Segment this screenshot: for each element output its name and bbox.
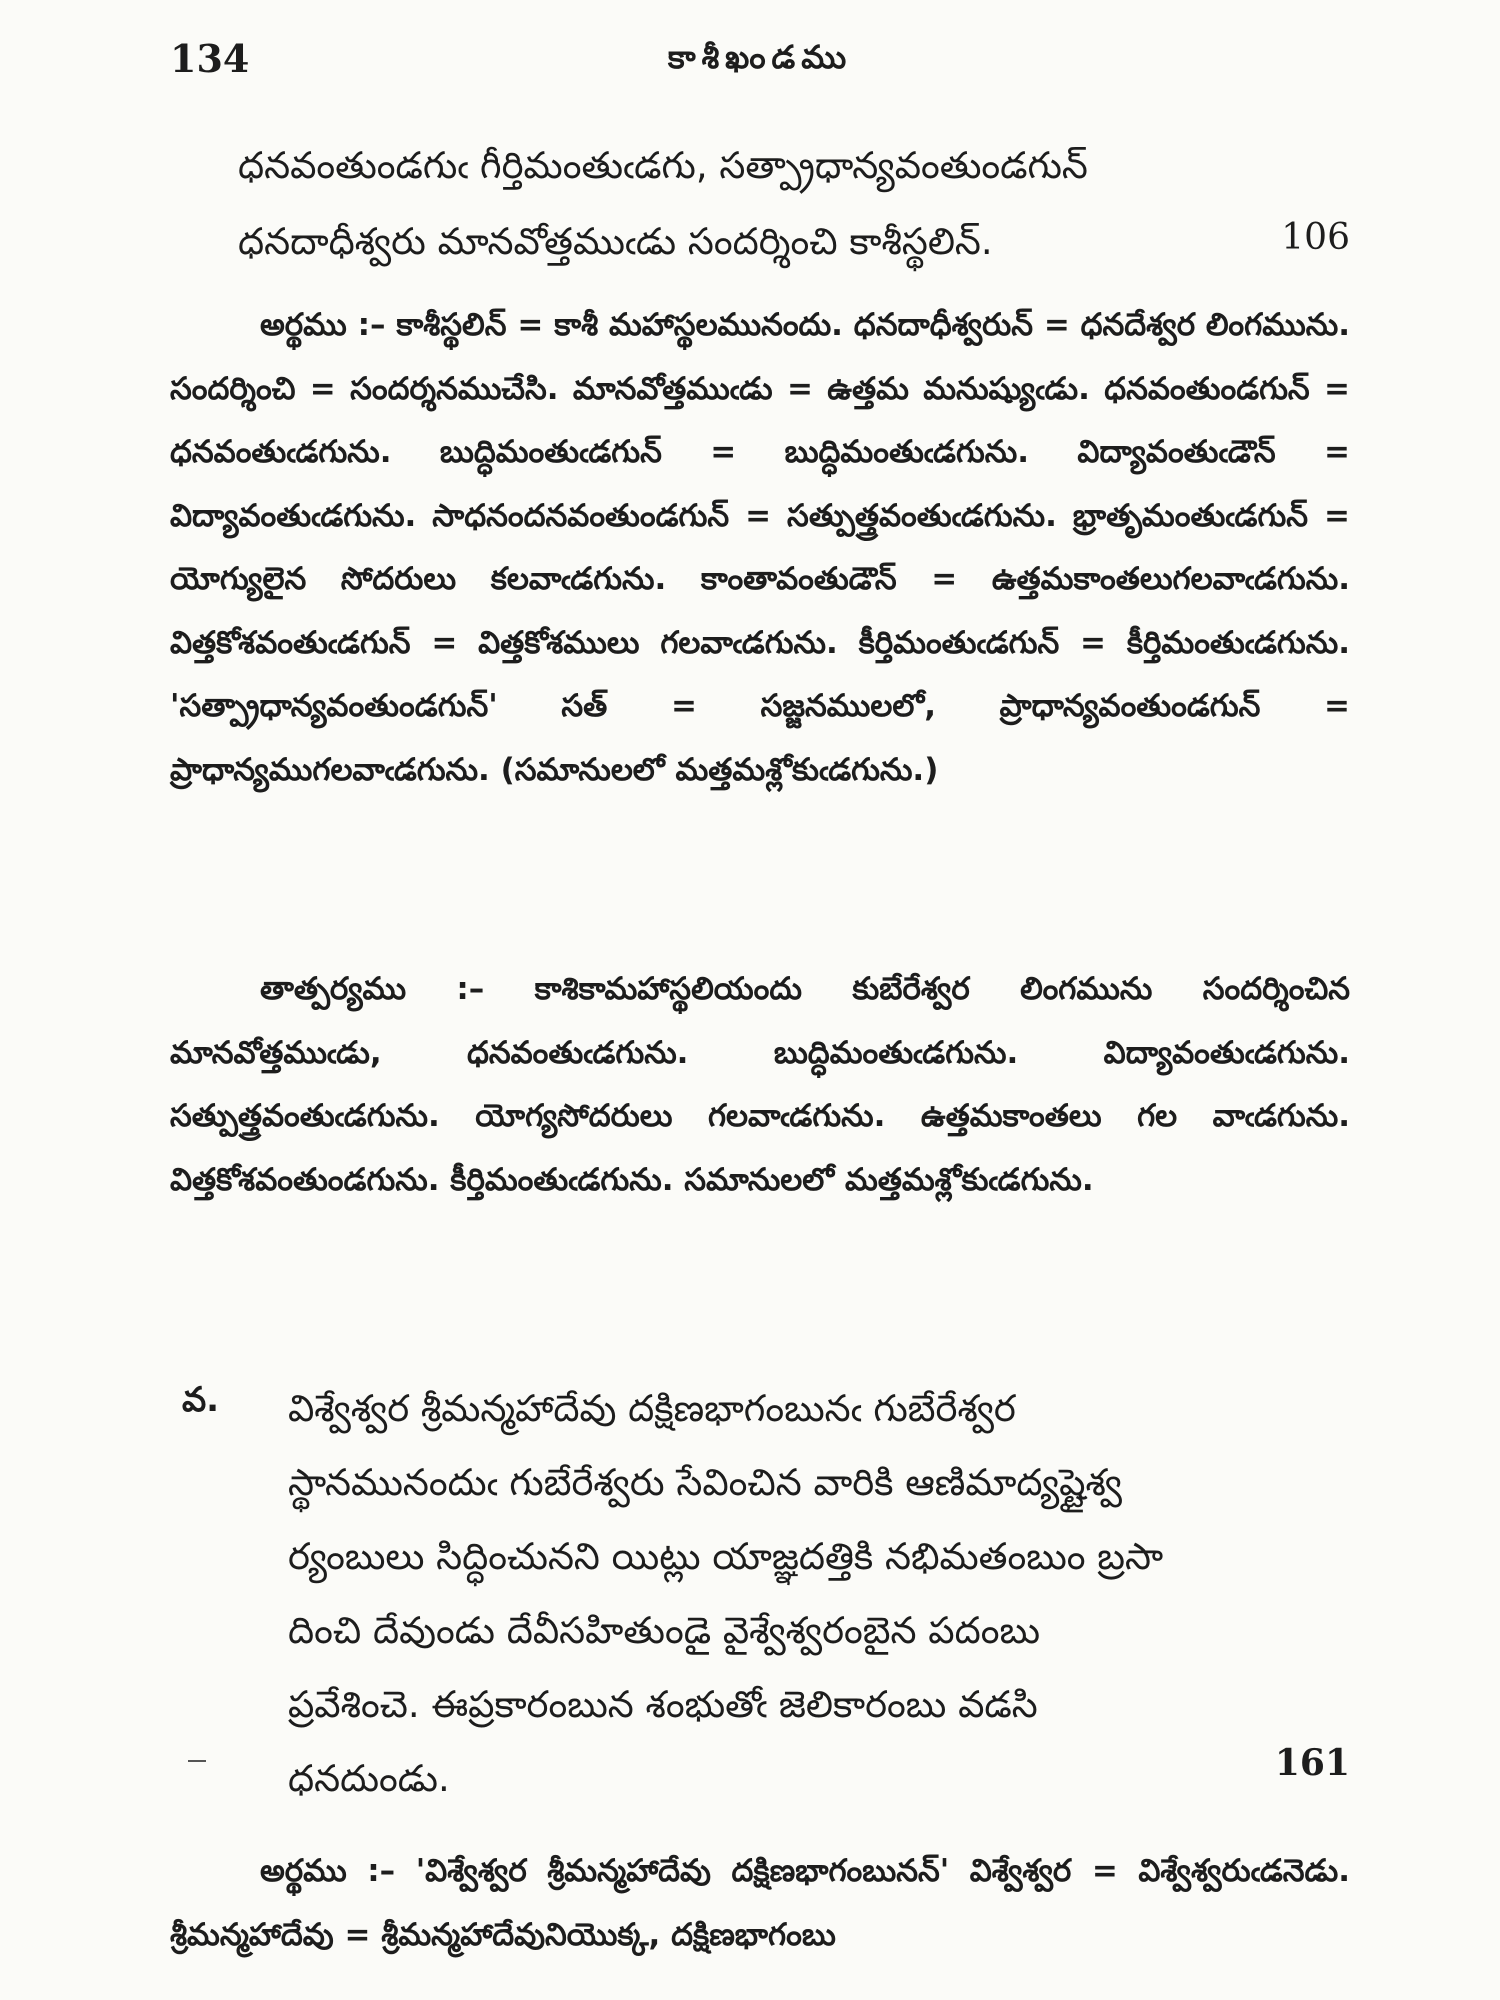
page-header — [170, 36, 1350, 106]
prose-text — [288, 1372, 1350, 1816]
verse-106 — [238, 128, 1350, 280]
prose-line: స్థానమునందుఁ గుబేరేశ్వరు సేవించిన వారికి ఆణిమాద్యష్టైశ్వ — [288, 1461, 1122, 1504]
prose-line: ప్రవేశించె. ఈప్రకారంబున శంభుతోఁ జెలికారంబు వడసి — [288, 1683, 1038, 1726]
gist-106: తాత్పర్యము :– కాశికామహాస్థలియందు కుబేరేశ్వర లింగమును సందర్శించిన మానవోత్తముఁడు, ధనవంతుఁడగును. బుద్ధిమంతుఁడగును. విద్యావంతుఁడగును. సత్పుత్త్రవంతుఁడగును. యోగ్యసోదరులు గలవాఁడగును. ఉత్తమకాంతలు గల వాఁడగును. విత్తకోశవంతుండగును. కీర్తిమంతుఁడగును. సమానులలో మత్తమశ్లోకుఁడగును. — [170, 971, 1350, 1198]
word-meaning-106: అర్థము :– కాశీస్థలిన్ = కాశీ మహాస్థలమునందు. ధనదాధీశ్వరున్ = ధనదేశ్వర లింగమును. సందర్శించి = సందర్శనముచేసి. మానవోత్తముఁడు = ఉత్తమ మనుష్యుఁడు. ధనవంతుండగున్ = ధనవంతుఁడగును. బుద్ధిమంతుఁడగున్ = బుద్ధిమంతుఁడగును. విద్యావంతుఁడౌన్ = విద్యావంతుఁడగును. సాధనందనవంతుండగున్ = సత్పుత్త్రవంతుఁడగును. భ్రాతృమంతుఁడగున్ = యోగ్యులైన సోదరులు కలవాఁడగును. కాంతావంతుడౌన్ = ఉత్తమకాంతలుగలవాఁడగును. విత్తకోశవంతుఁడగున్ = విత్తకోశములు గలవాఁడగును. కీర్తిమంతుఁడగున్ = కీర్తిమంతుఁడగును. 'సత్ప్రాధాన్యవంతుండగున్' సత్ = సజ్జనములలో, ప్రాధాన్యవంతుండగున్ = ప్రాధాన్యముగలవాఁడగును. (సమానులలో మత్తమశ్లోకుఁడగును.) — [170, 307, 1350, 788]
running-title: కాశీఖండము — [667, 38, 853, 76]
prose-line: ధనదుండు. — [288, 1757, 450, 1800]
verse-number: 106 — [1281, 217, 1350, 258]
word-meaning-161: అర్థము :– 'విశ్వేశ్వర శ్రీమన్మహాదేవు దక్షిణభాగంబునన్' విశ్వేశ్వర = విశ్వేశ్వరుఁడనెడు. శ్రీమన్మహాదేవు = శ్రీమన్మహాదేవునియొక్క, దక్షిణభాగంబు — [170, 1853, 1350, 1953]
prose-line: విశ్వేశ్వర శ్రీమన్మహాదేవు దక్షిణభాగంబునఁ గుబేరేశ్వర — [288, 1387, 1016, 1430]
prose-number: 161 — [1274, 1742, 1350, 1784]
prose-161 — [170, 1372, 1350, 1802]
prose-label: వ. — [182, 1380, 220, 1420]
prose-line: దించి దేవుండు దేవీసహితుండై వైశ్వేశ్వరంబైన పదంబు — [288, 1609, 1041, 1652]
prose-line: ర్యంబులు సిద్ధించునని యిట్లు యాజ్ఞదత్తికి నభిమతంబుం బ్రసా — [288, 1535, 1164, 1578]
verse-line: ధనవంతుండగుఁ గీర్తిమంతుఁడగు, సత్ప్రాధాన్యవంతుండగున్ — [238, 144, 1088, 187]
verse-line: ధనదాధీశ్వరు మానవోత్తముఁడు సందర్శించి కాశీస్థలిన్. — [238, 220, 993, 263]
page-number: 134 — [170, 36, 250, 81]
margin-mark — [188, 1760, 206, 1762]
